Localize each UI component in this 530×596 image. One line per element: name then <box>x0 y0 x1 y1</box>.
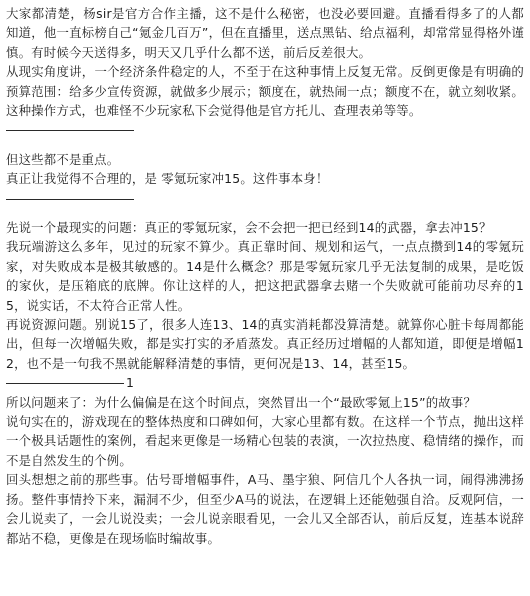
paragraph-past-events: 回头想想之前的那些事。估号哥增幅事件，A马、墨宇狼、阿信几个人各执一词，闹得沸沸扬扬。整件事情拎下来，漏洞不少，但至少A马的说法，在逻辑上还能勉强自洽。反观阿信，一会儿说卖了，一会儿说没卖；一会儿说亲眼看见，一会儿又全部否认，前后反复，连基本说辞都站不稳，更像是在现场临时编故事。 <box>6 472 524 546</box>
paragraph-why-now: 所以问题来了：为什么偏偏是在这个时间点，突然冒出一个“最欧零氪上15”的故事？ <box>6 394 477 410</box>
paragraph-resources: 再说资源问题。别说15了，很多人连13、14的真实消耗都没算清楚。就算你心脏卡每周都能出，但每一次增幅失败，都是实打实的矛盾蒸发。真正经历过增幅的人都知道，即便是增幅12，也不是一句我不黑就能解释清楚的事情，更何况是13、14，甚至15。 <box>6 317 524 371</box>
divider-line <box>6 383 124 384</box>
paragraph-intro: 大家都清楚，杨sir是官方合作主播，这不是什么秘密，也没必要回避。直播看得多了的人都知道，他一直标榜自己“氪金几百万”，但在直播里，送点黑钻、给点福利，却常常显得格外谨慎。有时候今天送得多，明天又几乎什么都不送，前后反差很大。 <box>6 6 524 60</box>
spacer <box>6 208 524 218</box>
paragraph-question: 先说一个最现实的问题：真正的零氪玩家，会不会把一把已经到14的武器，拿去冲15？ <box>6 220 492 236</box>
spacer <box>6 140 524 150</box>
section-divider <box>6 120 524 139</box>
paragraph-experience: 我玩端游这么多年，见过的玩家不算少。真正靠时间、规划和运气，一点点攒到14的零氪玩家，对失败成本是极其敏感的。14是什么概念？那是零氪玩家几乎无法复制的成果，是吃饭的家伙，是压箱底的底牌。你让这样的人，把这把武器拿去赌一个失败就可能前功尽弃的15，说实话，不太符合正常人性。 <box>6 239 524 313</box>
section-divider-numbered <box>6 373 524 392</box>
article-body <box>6 4 524 548</box>
paragraph-timing: 说句实在的，游戏现在的整体热度和口碑如何，大家心里都有数。在这样一个节点，抛出这样一个极具话题性的案例，看起来更像是一场精心包装的表演，一次拉热度、稳情绪的操作，而不是自然发生的个例。 <box>6 414 524 468</box>
divider-number: 1 <box>126 375 134 391</box>
paragraph-thesis: 真正让我觉得不合理的，是 零氪玩家冲15。这件事本身！ <box>6 171 329 187</box>
divider-line <box>6 130 134 131</box>
paragraph-not-the-point: 但这些都不是重点。 <box>6 151 120 167</box>
paragraph-reality: 从现实角度讲，一个经济条件稳定的人，不至于在这种事情上反复无常。反倒更像是有明确的预算范围：给多少宣传资源，就做多少展示；额度在，就热闹一点；额度不在，就立刻收紧。这种操作方式，也难怪不少玩家私下会觉得他是官方托儿、查理表弟等等。 <box>6 64 524 119</box>
section-divider <box>6 189 524 208</box>
divider-line <box>6 199 134 200</box>
